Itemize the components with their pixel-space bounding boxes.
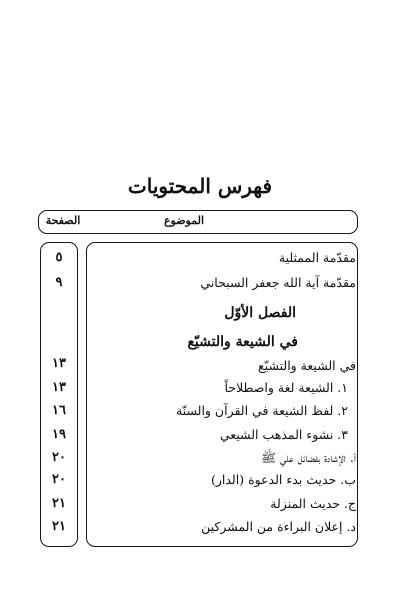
page-column-header: الصفحة bbox=[45, 214, 81, 227]
table-header bbox=[38, 210, 358, 234]
page-title: فهرس المحتويات bbox=[127, 174, 273, 198]
toc-entry: مقدّمة آية الله جعفر السبحاني bbox=[200, 275, 356, 290]
toc-page-number: ١٣ bbox=[52, 380, 66, 395]
toc-page-number: ١٣ bbox=[52, 356, 66, 371]
chapter-heading: الفصل الأوّل bbox=[224, 305, 296, 321]
toc-page-number: ٥ bbox=[55, 250, 63, 265]
chapter-subtitle: في الشيعة والتشيّع bbox=[187, 334, 298, 350]
toc-page-number: ١٩ bbox=[52, 427, 66, 442]
toc-entry: ج. حديث المنزلة bbox=[270, 496, 356, 511]
topic-column-header: الموضوع bbox=[163, 214, 205, 227]
toc-page-number: ٢١ bbox=[52, 496, 66, 511]
toc-entry: في الشيعة والتشيّع bbox=[258, 358, 356, 373]
toc-page-number: ٩ bbox=[55, 275, 63, 290]
toc-page-number: ٢٠ bbox=[52, 450, 66, 465]
toc-entry: ب. حديث بدء الدعوة (الدار) bbox=[210, 472, 356, 487]
toc-page-number: ٢٠ bbox=[52, 472, 66, 487]
toc-entry: أ. الإشادة بفضائل علي ﷺ bbox=[260, 450, 356, 465]
toc-entry: مقدّمة الممثلية bbox=[278, 250, 356, 265]
toc-entry: ١. الشيعة لغة واصطلاحاً bbox=[224, 380, 348, 395]
toc-entry: ٣. نشوء المذهب الشيعي bbox=[219, 427, 348, 442]
toc-entry: ٢. لفظ الشيعة في القرآن والسنّة bbox=[176, 403, 348, 418]
toc-entry: د. إعلان البراءة من المشركين bbox=[201, 519, 356, 534]
toc-page-number: ٢١ bbox=[52, 519, 66, 534]
toc-page-number: ١٦ bbox=[52, 403, 66, 418]
